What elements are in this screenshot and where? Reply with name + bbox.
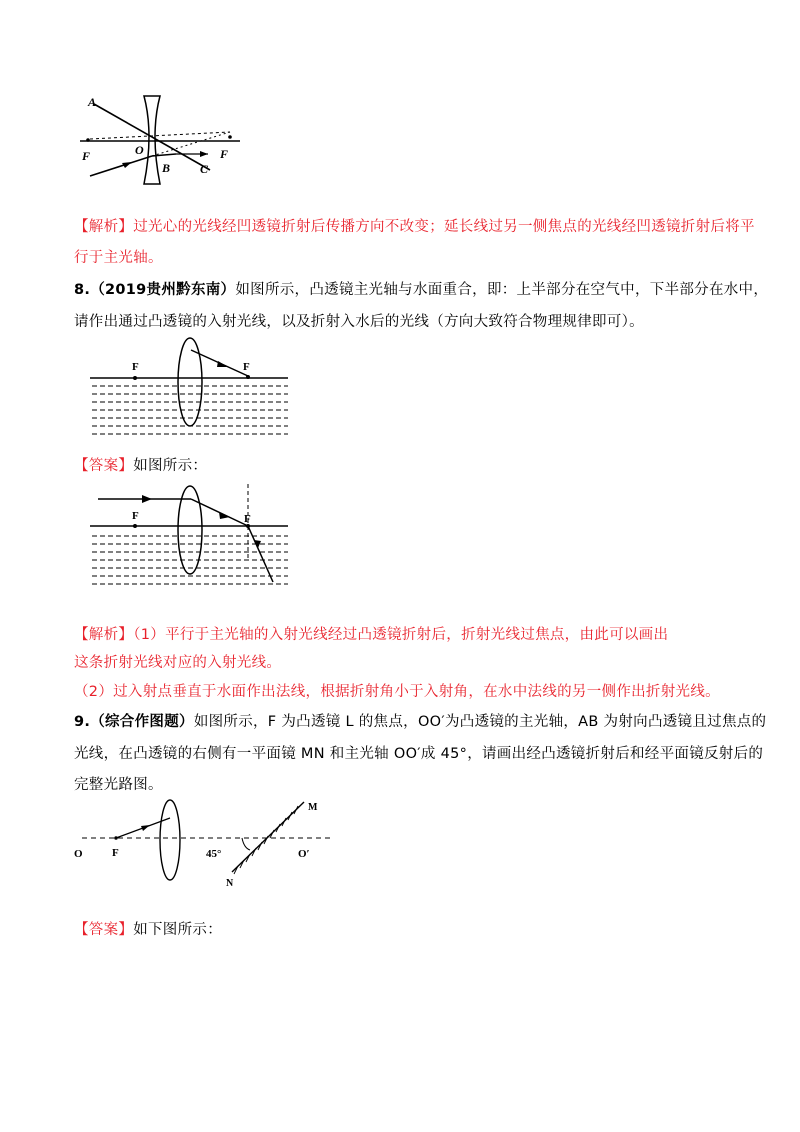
concave-lens-figure xyxy=(80,92,250,192)
a8-label-F2: F xyxy=(244,513,251,525)
answer9-line: 【答案】如下图所示： xyxy=(74,922,223,938)
label-B: B xyxy=(162,161,171,175)
q9-label-O: O xyxy=(74,848,83,860)
analysis7-line2: 行于主光轴。 xyxy=(74,250,163,266)
q9-label-M: M xyxy=(308,802,318,813)
question8-line1: 8.（2019贵州黔东南）如图所示，凸透镜主光轴与水面重合，即：上半部分在空气中，下半部分在水中， xyxy=(74,282,769,298)
label-F-right: F xyxy=(220,147,229,161)
q9-label-F: F xyxy=(112,847,119,859)
analysis-tag: 【解析】 xyxy=(74,219,134,235)
q9-figure xyxy=(72,798,342,892)
answer-tag: 【答案】 xyxy=(74,922,134,938)
a8-figure xyxy=(88,484,293,596)
analysis7-line1: 【解析】过光心的光线经凹透镜折射后传播方向不改变；延长线过另一侧焦点的光线经凹透镜折射后将平 xyxy=(74,219,755,235)
question-number: 9. xyxy=(74,714,91,730)
label-C: C xyxy=(200,162,209,176)
q8-label-F2: F xyxy=(243,361,250,373)
question-number: 8. xyxy=(74,282,91,298)
label-F-left: F xyxy=(82,149,91,163)
question9-line1: 9.（综合作图题）如图所示，F 为凸透镜 L 的焦点，OO′为凸透镜的主光轴，AB 为射向凸透镜且过焦点的 xyxy=(74,714,767,730)
q8-label-F1: F xyxy=(132,361,139,373)
analysis8-line3: （2）过入射点垂直于水面作出法线，根据折射角小于入射角，在水中法线的另一侧作出折射光线。 xyxy=(74,684,720,700)
analysis8-line2: 这条折射光线对应的入射光线。 xyxy=(74,655,282,671)
question8-line2: 请作出通过凸透镜的入射光线，以及折射入水后的光线（方向大致符合物理规律即可）。 xyxy=(74,314,644,330)
question9-line2: 光线，在凸透镜的右侧有一平面镜 MN 和主光轴 OO′成 45°，请画出经凸透镜折射后和经平面镜反射后的 xyxy=(74,746,764,762)
label-O: O xyxy=(135,143,144,157)
analysis8-line1: 【解析】（1）平行于主光轴的入射光线经过凸透镜折射后，折射光线过焦点，由此可以画出 xyxy=(74,627,669,643)
question9-line3: 完整光路图。 xyxy=(74,777,163,793)
question-source: （综合作图题） xyxy=(90,714,194,730)
answer8-line: 【答案】如图所示： xyxy=(74,458,208,474)
q8-figure xyxy=(88,334,298,440)
label-A: A xyxy=(88,95,97,109)
a8-label-F1: F xyxy=(132,510,139,522)
q9-label-O2: O′ xyxy=(298,848,310,860)
q9-label-45: 45° xyxy=(206,848,222,860)
answer-tag: 【答案】 xyxy=(74,458,134,474)
analysis-tag: 【解析】 xyxy=(74,627,134,643)
q9-label-N: N xyxy=(226,878,234,889)
question-source: （2019贵州黔东南） xyxy=(90,282,236,298)
